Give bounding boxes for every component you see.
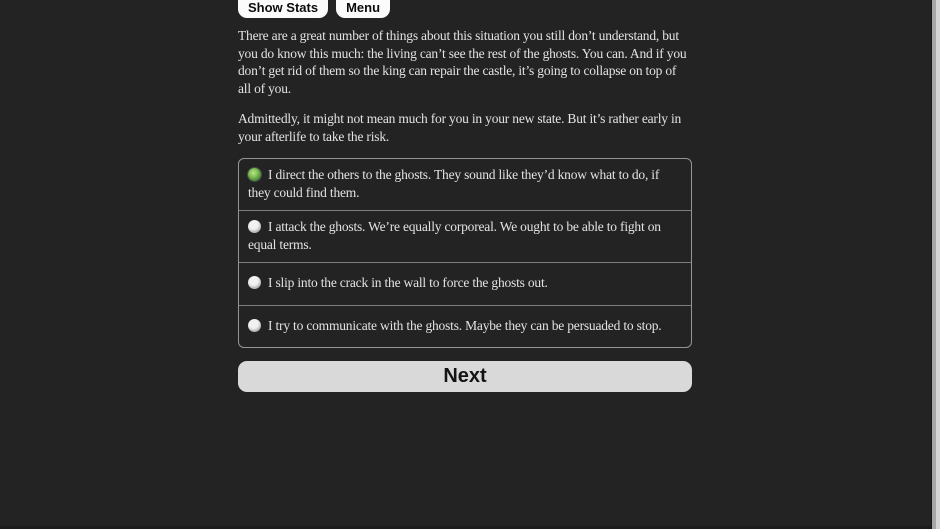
choice-option-label: I direct the others to the ghosts. They sound like they’d know what to do, if they could find them. [248,167,660,200]
radio-icon[interactable] [248,319,261,332]
radio-selected-icon[interactable] [248,168,261,181]
story-paragraph: Admittedly, it might not mean much for you in your new state. But it’s rather early in your afterlife to take the risk. [238,111,682,144]
choice-option-1[interactable] [239,159,691,210]
choice-option-3[interactable] [239,262,691,305]
choice-option-label: I try to communicate with the ghosts. Maybe they can be persuaded to stop. [268,317,662,333]
toolbar [238,0,390,18]
choice-option-2[interactable] [239,210,691,262]
story-column [238,0,692,392]
menu-button[interactable]: Menu [336,0,390,18]
choice-list [238,158,692,348]
choice-option-4[interactable] [239,305,691,348]
choice-option-label: I attack the ghosts. We’re equally corporeal. We ought to be able to fight on equal terms. [248,219,661,252]
scrollbar[interactable] [931,0,940,529]
show-stats-button[interactable]: Show Stats [238,0,328,18]
next-button[interactable]: Next [238,361,692,392]
radio-icon[interactable] [248,276,261,289]
story-paragraph: There are a great number of things about this situation you still don’t understand, but you do know this much: the living can’t see the rest of the ghosts. You can. And if you don’t get rid of them so the king can repair the castle, it’s going to collapse on top of all of you. [238,28,687,96]
radio-icon[interactable] [248,220,261,233]
choice-option-label: I slip into the crack in the wall to force the ghosts out. [268,275,548,290]
story-text [238,27,692,145]
